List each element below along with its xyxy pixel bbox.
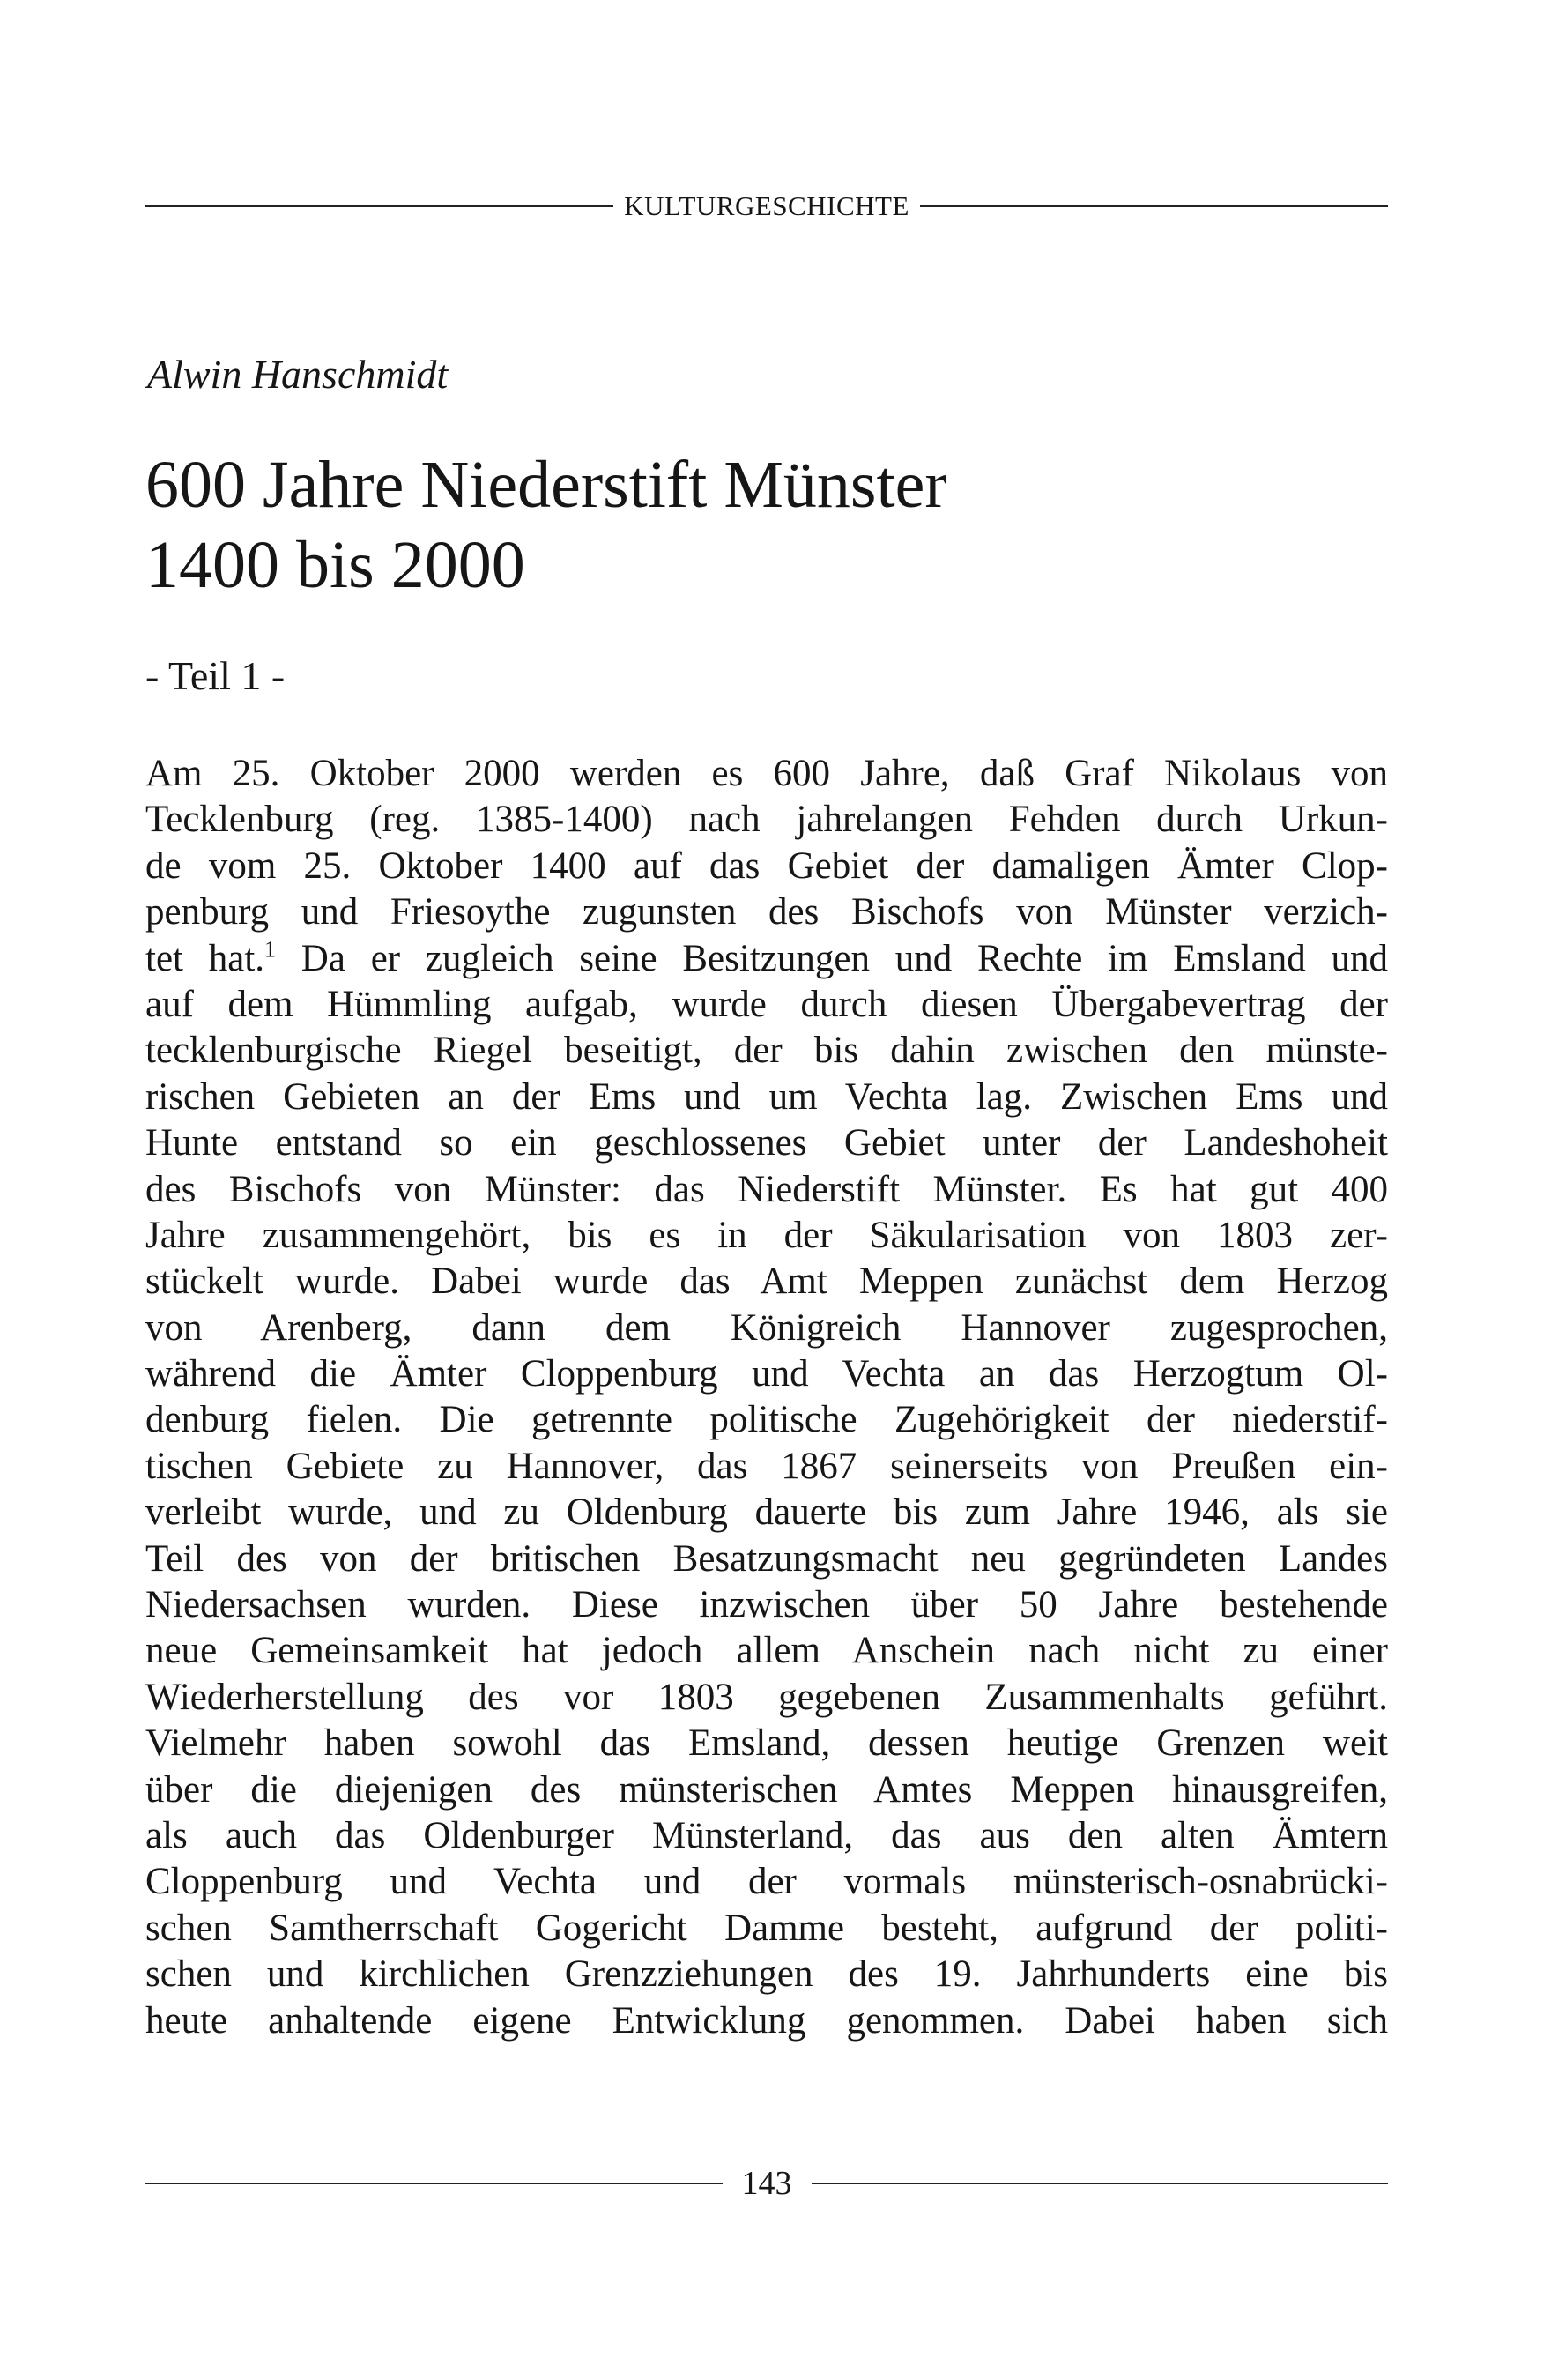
article-title-line-1: 600 Jahre Niederstift Münster	[145, 448, 947, 522]
text-line: des Bischofs von Münster: das Niederstift Münster. Es hat gut 400	[145, 1168, 1388, 1210]
text-line: Wiederherstellung des vor 1803 gegebenen Zusammenhalts geführt.	[145, 1676, 1388, 1718]
text-line: während die Ämter Cloppenburg und Vechta an das Herzogtum Ol-	[145, 1353, 1388, 1395]
running-head-label: KULTURGESCHICHTE	[624, 190, 909, 221]
footnote-marker[interactable]: 1	[264, 936, 277, 963]
text-line: schen Samtherrschaft Gogericht Damme besteht, aufgrund der politi-	[145, 1907, 1388, 1949]
text-line: heute anhaltende eigene Entwicklung genommen. Dabei haben sich	[145, 1999, 1388, 2042]
text-line-part: tet hat.	[145, 937, 265, 979]
text-line	[145, 936, 1388, 982]
page-number: 143	[741, 2165, 792, 2202]
article-title-line-2: 1400 bis 2000	[145, 528, 525, 602]
author-name: Alwin Hanschmidt	[147, 352, 449, 397]
text-line: Hunte entstand so ein geschlossenes Gebiet unter der Landeshoheit	[145, 1122, 1388, 1164]
text-line-part: Da er zugleich seine Besitzungen und Rechte im Emsland und	[276, 937, 1388, 979]
text-line: tecklenburgische Riegel beseitigt, der bis dahin zwischen den münste-	[145, 1030, 1388, 1072]
text-line: penburg und Friesoythe zugunsten des Bischofs von Münster verzich-	[145, 891, 1388, 933]
text-line: de vom 25. Oktober 1400 auf das Gebiet der damaligen Ämter Clop-	[145, 844, 1388, 887]
text-line: denburg fielen. Die getrennte politische Zugehörigkeit der niederstif-	[145, 1399, 1388, 1441]
text-line: Am 25. Oktober 2000 werden es 600 Jahre, daß Graf Nikolaus von	[145, 753, 1388, 794]
article-subtitle: - Teil 1 -	[145, 653, 286, 698]
running-head-rule-right	[920, 205, 1388, 207]
text-line: rischen Gebieten an der Ems und um Vechta lag. Zwischen Ems und	[145, 1075, 1388, 1118]
text-line: Teil des von der britischen Besatzungsmacht neu gegründeten Landes	[145, 1537, 1388, 1580]
running-head-rule-left	[145, 205, 613, 207]
page-footer	[145, 2161, 1388, 2205]
text-line: Niedersachsen wurden. Diese inzwischen über 50 Jahre bestehende	[145, 1584, 1388, 1626]
footer-rule-left	[145, 2183, 723, 2184]
text-line: Vielmehr haben sowohl das Emsland, dessen heutige Grenzen weit	[145, 1722, 1388, 1765]
running-head	[145, 189, 1388, 224]
text-line: als auch das Oldenburger Münsterland, das aus den alten Ämtern	[145, 1814, 1388, 1856]
text-line: verleibt wurde, und zu Oldenburg dauerte bis zum Jahre 1946, als sie	[145, 1491, 1388, 1534]
text-line: neue Gemeinsamkeit hat jedoch allem Anschein nach nicht zu einer	[145, 1630, 1388, 1672]
text-line: Tecklenburg (reg. 1385-1400) nach jahrelangen Fehden durch Urkun-	[145, 799, 1388, 841]
text-line: tischen Gebiete zu Hannover, das 1867 seinerseits von Preußen ein-	[145, 1445, 1388, 1487]
text-line: auf dem Hümmling aufgab, wurde durch diesen Übergabevertrag der	[145, 983, 1388, 1025]
article-title	[145, 445, 947, 606]
text-line: schen und kirchlichen Grenzziehungen des 19. Jahrhunderts eine bis	[145, 1953, 1388, 1996]
text-line: Jahre zusammengehört, bis es in der Säkularisation von 1803 zer-	[145, 1214, 1388, 1256]
text-line: Cloppenburg und Vechta und der vormals münsterisch-osnabrücki-	[145, 1861, 1388, 1903]
text-line: über die diejenigen des münsterischen Amtes Meppen hinausgreifen,	[145, 1768, 1388, 1811]
text-line: stückelt wurde. Dabei wurde das Amt Meppen zunächst dem Herzog	[145, 1261, 1388, 1303]
footer-rule-right	[812, 2183, 1389, 2184]
body-paragraph	[145, 751, 1388, 2044]
text-line: von Arenberg, dann dem Königreich Hannover zugesprochen,	[145, 1306, 1388, 1349]
